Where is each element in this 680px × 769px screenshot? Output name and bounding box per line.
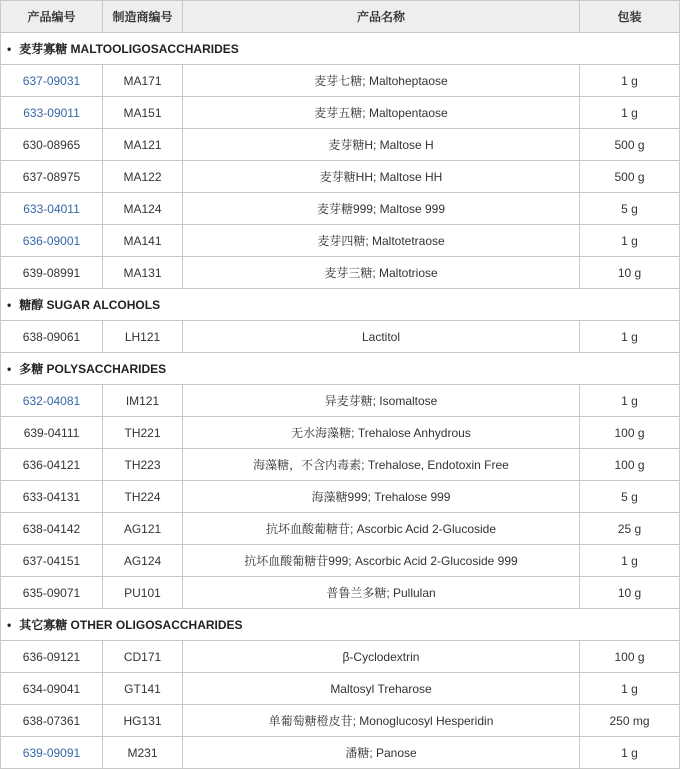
product-code-cell [1, 641, 103, 673]
manufacturer-code-text: GT141 [124, 681, 161, 696]
product-code: 634-09041 [22, 681, 81, 696]
product-name-cell [183, 257, 580, 289]
product-name-cell [183, 225, 580, 257]
package-cell [580, 705, 680, 737]
product-name-cell [183, 481, 580, 513]
package-cell [580, 673, 680, 705]
product-code-cell [1, 129, 103, 161]
product-name-cell [183, 129, 580, 161]
manufacturer-code-text: TH221 [124, 425, 161, 440]
table-row [1, 513, 680, 545]
product-code: 637-08975 [22, 169, 81, 184]
table-row [1, 545, 680, 577]
product-name-text: 麦芽糖999; Maltose 999 [316, 202, 446, 216]
product-code-link[interactable]: 639-09091 [22, 745, 81, 760]
header-product-name: 产品名称 [183, 1, 580, 33]
package-text: 1 g [621, 393, 638, 408]
package-text: 25 g [617, 521, 642, 536]
package-text: 10 g [617, 585, 642, 600]
product-code-cell [1, 481, 103, 513]
table-row [1, 449, 680, 481]
product-code-link[interactable]: 632-04081 [22, 393, 81, 408]
product-name-text: 麦芽五糖; Maltopentaose [314, 106, 448, 120]
product-code-cell [1, 321, 103, 353]
table-row [1, 673, 680, 705]
product-name-cell [183, 97, 580, 129]
product-name-text: 单葡萄糖橙皮苷; Monoglucosyl Hesperidin [268, 714, 494, 728]
package-text: 1 g [621, 745, 638, 760]
product-name-cell [183, 641, 580, 673]
manufacturer-code-text: MA171 [123, 73, 162, 88]
manufacturer-code-text: MA124 [123, 201, 162, 216]
product-code-link[interactable]: 633-04011 [23, 201, 80, 216]
manufacturer-code-cell [103, 257, 183, 289]
table-row [1, 737, 680, 769]
product-name-cell [183, 385, 580, 417]
package-text: 100 g [614, 457, 645, 472]
manufacturer-code-text: LH121 [124, 329, 161, 344]
product-code-cell [1, 545, 103, 577]
product-name-text: 异麦芽糖; Isomaltose [324, 394, 438, 408]
product-name-cell [183, 449, 580, 481]
package-cell [580, 225, 680, 257]
manufacturer-code-text: CD171 [123, 649, 162, 664]
package-cell [580, 385, 680, 417]
product-code-cell [1, 385, 103, 417]
product-code-cell [1, 577, 103, 609]
section-title: 糖醇 SUGAR ALCOHOLS [19, 298, 161, 312]
product-name-cell [183, 577, 580, 609]
manufacturer-code-text: TH224 [124, 489, 161, 504]
manufacturer-code-text: M231 [127, 745, 158, 760]
package-cell [580, 321, 680, 353]
manufacturer-code-text: MA122 [123, 169, 162, 184]
bullet-icon: • [7, 362, 12, 376]
bullet-icon: • [7, 298, 12, 312]
product-name-cell [183, 417, 580, 449]
table-row [1, 161, 680, 193]
manufacturer-code-cell [103, 641, 183, 673]
table-row [1, 193, 680, 225]
product-code-cell [1, 65, 103, 97]
package-cell [580, 481, 680, 513]
product-name-cell [183, 705, 580, 737]
product-name-text: 无水海藻糖; Trehalose Anhydrous [291, 426, 471, 440]
product-code-cell [1, 737, 103, 769]
manufacturer-code-text: IM121 [125, 393, 160, 408]
product-name-text: 麦芽七糖; Maltoheptaose [314, 74, 448, 88]
package-text: 1 g [621, 681, 638, 696]
package-text: 1 g [621, 329, 638, 344]
header-package: 包装 [580, 1, 680, 33]
product-name-cell [183, 513, 580, 545]
manufacturer-code-text: PU101 [124, 585, 161, 600]
product-code: 635-09071 [22, 585, 81, 600]
section-header [1, 33, 680, 65]
section-header [1, 353, 680, 385]
product-name-cell [183, 161, 580, 193]
package-cell [580, 641, 680, 673]
package-cell [580, 97, 680, 129]
package-cell [580, 65, 680, 97]
section-title: 其它寡糖 OTHER OLIGOSACCHARIDES [19, 618, 243, 632]
product-code: 636-04121 [22, 457, 81, 472]
table-row [1, 705, 680, 737]
product-code: 636-09121 [22, 649, 81, 664]
manufacturer-code-text: MA121 [123, 137, 162, 152]
header-product-code: 产品编号 [1, 1, 103, 33]
product-code-cell [1, 449, 103, 481]
product-name-cell [183, 321, 580, 353]
package-cell [580, 545, 680, 577]
product-name-cell [183, 545, 580, 577]
product-name-text: Maltosyl Treharose [330, 681, 432, 696]
product-code-cell [1, 161, 103, 193]
section-row [1, 609, 680, 641]
package-text: 250 mg [609, 713, 650, 728]
manufacturer-code-text: AG124 [123, 553, 162, 568]
product-code: 638-04142 [22, 521, 81, 536]
manufacturer-code-cell [103, 161, 183, 193]
product-name-text: 麦芽糖H; Maltose H [328, 138, 434, 152]
section-title: 多糖 POLYSACCHARIDES [19, 362, 167, 376]
table-row [1, 481, 680, 513]
product-name-text: 麦芽糖HH; Maltose HH [319, 170, 443, 184]
package-text: 500 g [614, 137, 645, 152]
manufacturer-code-cell [103, 385, 183, 417]
package-cell [580, 449, 680, 481]
table-row [1, 577, 680, 609]
manufacturer-code-text: MA131 [123, 265, 162, 280]
package-text: 1 g [621, 73, 638, 88]
package-cell [580, 129, 680, 161]
header-row [1, 1, 680, 33]
manufacturer-code-text: AG121 [123, 521, 162, 536]
product-code-cell [1, 673, 103, 705]
package-text: 1 g [621, 105, 638, 120]
manufacturer-code-cell [103, 417, 183, 449]
product-name-text: 海藻糖，不含内毒素; Trehalose, Endotoxin Free [253, 458, 509, 472]
product-code-link[interactable]: 636-09001 [22, 233, 81, 248]
package-text: 500 g [614, 169, 645, 184]
table-row [1, 129, 680, 161]
manufacturer-code-cell [103, 193, 183, 225]
package-cell [580, 577, 680, 609]
package-text: 1 g [621, 233, 638, 248]
manufacturer-code-cell [103, 129, 183, 161]
product-code-link[interactable]: 637-09031 [22, 73, 81, 88]
package-cell [580, 737, 680, 769]
package-cell [580, 417, 680, 449]
table-row [1, 385, 680, 417]
table-row [1, 257, 680, 289]
package-cell [580, 513, 680, 545]
manufacturer-code-text: HG131 [123, 713, 162, 728]
table-row [1, 417, 680, 449]
product-name-cell [183, 673, 580, 705]
manufacturer-code-text: TH223 [124, 457, 161, 472]
manufacturer-code-text: MA141 [123, 233, 162, 248]
product-code: 638-07361 [22, 713, 81, 728]
manufacturer-code-cell [103, 705, 183, 737]
package-text: 10 g [617, 265, 642, 280]
product-code-cell [1, 705, 103, 737]
product-name-text: Lactitol [361, 329, 401, 344]
manufacturer-code-cell [103, 449, 183, 481]
product-name-text: 潘糖; Panose [345, 746, 417, 760]
manufacturer-code-cell [103, 737, 183, 769]
manufacturer-code-cell [103, 481, 183, 513]
product-code-cell [1, 193, 103, 225]
bullet-icon: • [7, 618, 12, 632]
bullet-icon: • [7, 42, 12, 56]
manufacturer-code-cell [103, 545, 183, 577]
package-text: 1 g [621, 553, 638, 568]
product-name-text: 海藻糖999; Trehalose 999 [311, 490, 451, 504]
table-row [1, 321, 680, 353]
package-text: 100 g [614, 649, 645, 664]
table-row [1, 65, 680, 97]
table-row [1, 225, 680, 257]
manufacturer-code-cell [103, 321, 183, 353]
header-manufacturer-code: 制造商编号 [103, 1, 183, 33]
section-header [1, 289, 680, 321]
product-code-cell [1, 417, 103, 449]
package-cell [580, 193, 680, 225]
manufacturer-code-cell [103, 577, 183, 609]
product-code: 630-08965 [22, 137, 81, 152]
product-code-cell [1, 513, 103, 545]
product-name-text: 普鲁兰多糖; Pullulan [326, 586, 436, 600]
manufacturer-code-text: MA151 [123, 105, 162, 120]
manufacturer-code-cell [103, 513, 183, 545]
product-code-cell [1, 257, 103, 289]
manufacturer-code-cell [103, 97, 183, 129]
package-text: 5 g [621, 489, 638, 504]
product-code: 638-09061 [22, 329, 81, 344]
product-code: 639-08991 [22, 265, 81, 280]
product-code-link[interactable]: 633-09011 [23, 105, 80, 120]
manufacturer-code-cell [103, 65, 183, 97]
table-body [1, 33, 680, 769]
section-header [1, 609, 680, 641]
product-code-cell [1, 97, 103, 129]
section-title: 麦芽寡糖 MALTOOLIGOSACCHARIDES [19, 42, 239, 56]
package-cell [580, 257, 680, 289]
product-code: 637-04151 [22, 553, 81, 568]
product-name-text: 抗坏血酸葡糖苷999; Ascorbic Acid 2-Glucoside 999 [244, 554, 518, 568]
package-text: 100 g [614, 425, 645, 440]
product-name-text: 抗坏血酸葡糖苷; Ascorbic Acid 2-Glucoside [265, 522, 497, 536]
product-name-text: β-Cyclodextrin [342, 649, 420, 664]
table-row [1, 97, 680, 129]
product-name-text: 麦芽四糖; Maltotetraose [317, 234, 445, 248]
package-text: 5 g [621, 201, 638, 216]
product-code: 639-04111 [23, 425, 80, 440]
product-name-text: 麦芽三糖; Maltotriose [324, 266, 438, 280]
manufacturer-code-cell [103, 225, 183, 257]
product-name-cell [183, 193, 580, 225]
section-row [1, 33, 680, 65]
section-row [1, 289, 680, 321]
manufacturer-code-cell [103, 673, 183, 705]
package-cell [580, 161, 680, 193]
section-row [1, 353, 680, 385]
table-row [1, 641, 680, 673]
product-name-cell [183, 65, 580, 97]
table-header [1, 1, 680, 33]
product-code: 633-04131 [22, 489, 81, 504]
product-code-cell [1, 225, 103, 257]
product-name-cell [183, 737, 580, 769]
